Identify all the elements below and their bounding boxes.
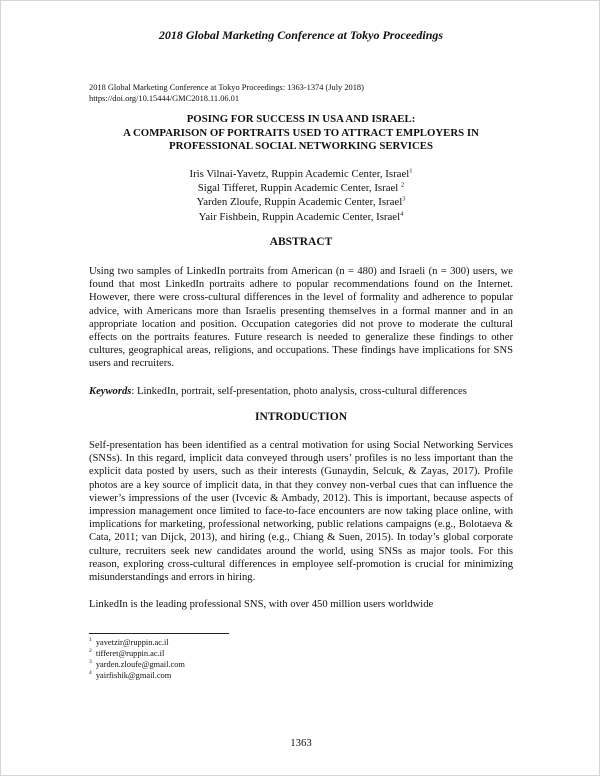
abstract-text: Using two samples of LinkedIn portraits from American (n = 480) and Israeli (n = 300) users, we found that most LinkedIn portraits adhere to popular recommendations found on the Internet. However, there were cross-cultural differences in the level of formality and adherence to popular advice, with Americans more than Israelis presenting themselves in a formal manner and in an appropriate location and position. Occupation categories did not prove to moderate the cultural effects on the portraits features. Future research is needed to generalize these findings to other cultures, geographical areas, religions, and occupations. These findings have implications for SNS users and recruiters.	[89, 266, 513, 370]
author-list	[1, 167, 600, 224]
author-line: Yarden Zloufe, Ruppin Academic Center, Israel$^3$	[196, 195, 406, 209]
footnote: $^3$ yarden.zloufe@gmail.com	[89, 659, 185, 669]
abstract-heading: ABSTRACT	[269, 236, 333, 248]
title-line: PROFESSIONAL SOCIAL NETWORKING SERVICES	[169, 140, 433, 153]
keywords-line	[89, 385, 513, 398]
introduction-heading: INTRODUCTION	[254, 411, 347, 423]
author-footnote-mark: 3	[402, 195, 406, 203]
author-footnote-mark: 4	[400, 210, 404, 218]
footnote: $^1$ yavetzir@ruppin.ac.il	[89, 637, 169, 647]
footnote: $^4$ yairfishik@gmail.com	[89, 670, 172, 680]
author-footnote-mark: 2	[401, 181, 405, 189]
keywords-list: : LinkedIn, portrait, self-presentation, photo analysis, cross-cultural differences	[131, 386, 467, 397]
paper-title	[61, 113, 541, 154]
author-line: Yair Fishbein, Ruppin Academic Center, Israel$^4$	[198, 210, 404, 223]
author-footnote-mark: 1	[409, 167, 413, 175]
footnote: $^2$ tifferet@ruppin.ac.il	[89, 648, 165, 658]
title-line: POSING FOR SUCCESS IN USA AND ISRAEL:	[186, 113, 416, 125]
introduction-paragraph: LinkedIn is the leading professional SNS, with over 450 million users worldwide	[89, 599, 434, 610]
keywords-label: Keywords	[89, 386, 132, 397]
page-number: 1363	[290, 737, 312, 749]
title-line: A COMPARISON OF PORTRAITS USED TO ATTRACT EMPLOYERS IN	[123, 126, 479, 139]
running-header: 2018 Global Marketing Conference at Tokyo Proceedings	[158, 28, 444, 42]
footnotes	[89, 637, 185, 681]
citation-block	[89, 82, 364, 104]
footnote-divider	[89, 633, 229, 634]
doi-line: https://doi.org/10.15444/GMC2018.11.06.01	[89, 94, 240, 103]
author-line: Iris Vilnai-Yavetz, Ruppin Academic Center, Israel$^1$	[189, 167, 413, 180]
author-line: Sigal Tifferet, Ruppin Academic Center, Israel $^2$	[197, 181, 405, 195]
citation-line: 2018 Global Marketing Conference at Tokyo Proceedings: 1363-1374 (July 2018)	[89, 83, 364, 92]
introduction-paragraph: Self-presentation has been identified as a central motivation for using Social Networking Services (SNSs). In this regard, implicit data conveyed through users’ profiles is no less important than the explicit data posted by users, such as their interests (Gunaydin, Selcuk, & Zayas, 2017). Profile photos are a key source of implicit data, in that they convey non-verbal cues that can influence the viewer’s impressions of the user (Ivcevic & Ambady, 2012). This is important, because aspects of impression management once limited to face-to-face encounters are now taking place online, with implications for marketing, professional networking, public relations campaigns (e.g., Bolotaeva & Cata, 2011; van Dijck, 2013), and hiring (e.g., Chiang & Suen, 2015). In today’s global corporate culture, recruiters seek new candidates around the world, using SNSs as major tools. For this reason, exploring cross-cultural differences in employee self-promotion is crucial for minimizing misunderstandings and errors in hiring.	[89, 440, 513, 584]
